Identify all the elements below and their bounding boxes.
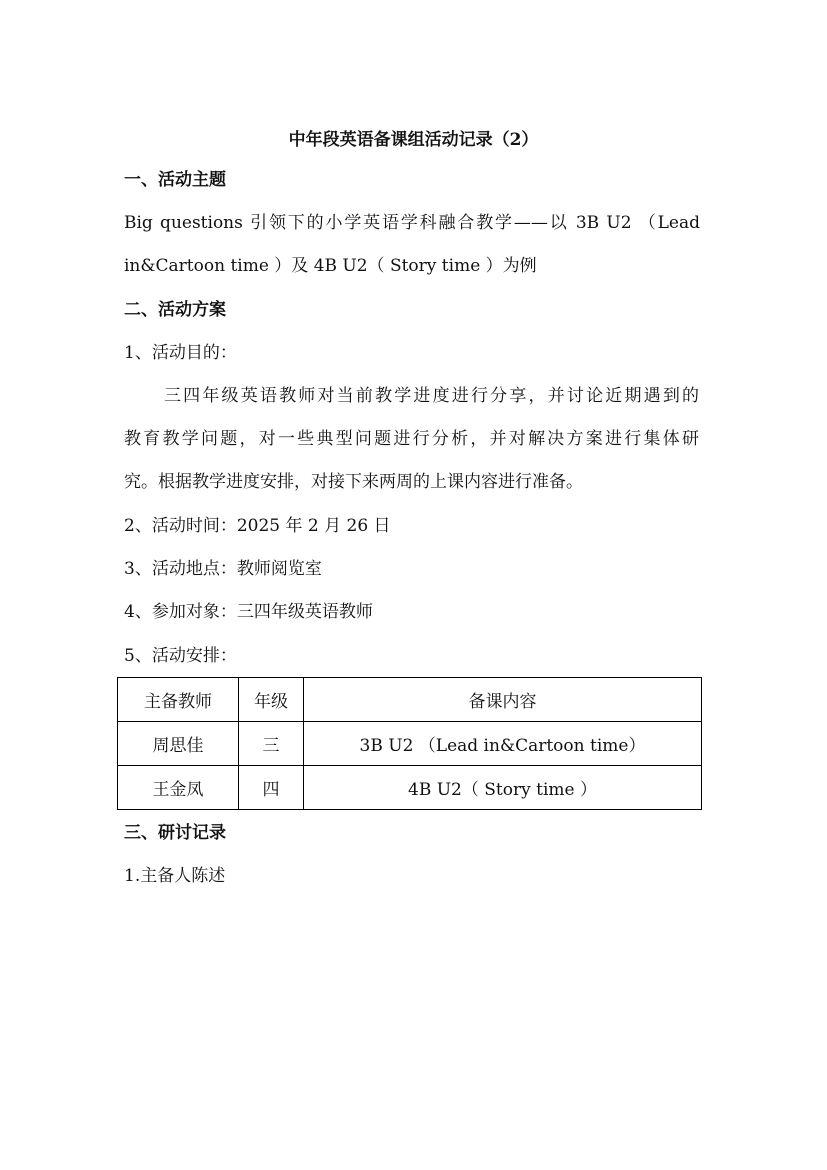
theme-line-1: Big questions 引领下的小学英语学科融合教学——以 3B U2 （Lead: [124, 213, 700, 233]
theme-line-2: in&Cartoon time ）及 4B U2（ Story time ）为例: [124, 256, 537, 276]
header-grade: 年级: [239, 678, 304, 722]
table-row: [118, 722, 702, 766]
activity-place: 3、活动地点：教师阅览室: [124, 559, 322, 579]
cell-grade: 三: [239, 722, 304, 766]
section3-heading: 三、研讨记录: [124, 823, 226, 843]
header-content: 备课内容: [304, 678, 702, 722]
header-teacher: 主备教师: [118, 678, 239, 722]
cell-content: 4B U2（ Story time ）: [304, 766, 702, 810]
purpose-line-3: 究。根据教学进度安排，对接下来两周的上课内容进行准备。: [124, 472, 583, 492]
purpose-line-2: 教育教学问题，对一些典型问题进行分析，并对解决方案进行集体研: [124, 429, 699, 449]
purpose-label: 1、活动目的：: [124, 343, 237, 363]
table-row: [118, 766, 702, 810]
cell-teacher: 王金凤: [118, 766, 239, 810]
section2-heading: 二、活动方案: [124, 300, 226, 320]
purpose-line-1: 三四年级英语教师对当前教学进度进行分享，并讨论近期遇到的: [164, 386, 699, 406]
activity-participants: 4、参加对象：三四年级英语教师: [124, 602, 373, 622]
section1-heading: 一、活动主题: [124, 170, 226, 190]
cell-content: 3B U2 （Lead in&Cartoon time）: [304, 722, 702, 766]
table-header-row: [118, 678, 702, 722]
arrangement-table: [117, 677, 702, 810]
cell-grade: 四: [239, 766, 304, 810]
discussion-item-1: 1.主备人陈述: [124, 866, 226, 886]
arrangement-label: 5、活动安排：: [124, 646, 237, 666]
activity-time: 2、活动时间：2025 年 2 月 26 日: [124, 516, 391, 536]
document-title: 中年段英语备课组活动记录（2）: [288, 130, 539, 150]
cell-teacher: 周思佳: [118, 722, 239, 766]
